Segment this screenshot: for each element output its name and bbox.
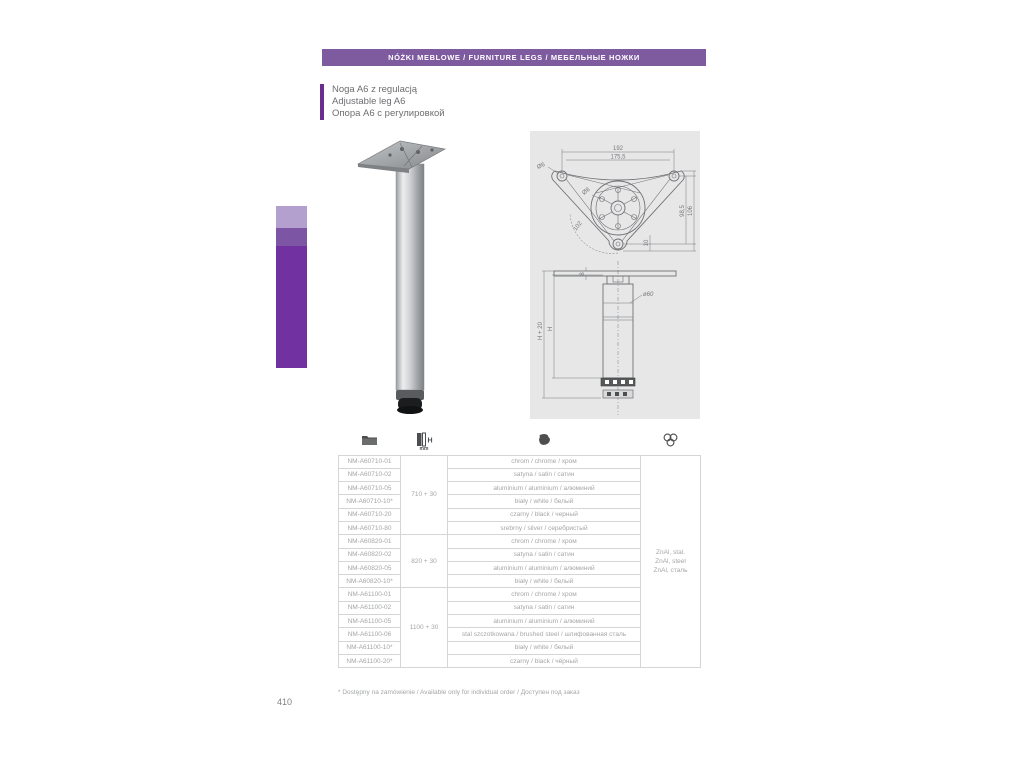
color-cell: srebrny / silver / серебристый <box>448 521 641 534</box>
side-rect-dark <box>276 246 307 368</box>
color-cell: czarny / black / черный <box>448 508 641 521</box>
table-header-row <box>339 430 701 455</box>
code-cell: NM-A60710-80 <box>339 521 401 534</box>
height-icon <box>414 432 434 447</box>
code-cell: NM-A61100-02 <box>339 601 401 614</box>
height-cell: 1100 + 30 <box>401 588 448 668</box>
material-cell <box>641 455 701 668</box>
height-unit-label: mm <box>419 446 429 453</box>
spec-table-wrap <box>338 430 700 668</box>
paint-icon <box>537 433 551 446</box>
color-cell: chrom / chrome / хром <box>448 535 641 548</box>
code-cell: NM-A60820-01 <box>339 535 401 548</box>
code-cell: NM-A60820-05 <box>339 561 401 574</box>
product-title-ru: Опора А6 с регулировкой <box>332 108 445 119</box>
code-cell: NM-A60710-02 <box>339 468 401 481</box>
color-cell: biały / white / белый <box>448 641 641 654</box>
code-cell: NM-A61100-20* <box>339 654 401 667</box>
color-cell: aluminium / aluminium / алюминий <box>448 615 641 628</box>
material-icon <box>662 433 679 447</box>
height-cell: 710 + 30 <box>401 455 448 535</box>
technical-drawing <box>530 131 700 419</box>
product-title-pl: Noga A6 z regulacją <box>332 84 418 95</box>
code-cell: NM-A61100-10* <box>339 641 401 654</box>
title-accent-bar <box>320 84 324 120</box>
material-pl: ZnAl, stal. <box>656 548 685 556</box>
dim-192: 192 <box>612 146 624 152</box>
spec-table <box>338 430 701 668</box>
svg-text:H: H <box>427 437 433 445</box>
dim-h: H <box>548 326 554 332</box>
dim-10: 10 <box>644 239 650 247</box>
leg-photo-graphic <box>352 136 452 421</box>
code-cell: NM-A60820-02 <box>339 548 401 561</box>
product-title-block <box>320 84 445 120</box>
material-ru: ZnAl, сталь <box>653 566 688 574</box>
code-cell: NM-A61100-01 <box>339 588 401 601</box>
code-cell: NM-A60820-10* <box>339 575 401 588</box>
color-cell: satyna / satin / сатин <box>448 601 641 614</box>
height-column-header <box>401 430 448 455</box>
dim-106: 106 <box>688 205 694 217</box>
color-cell: chrom / chrome / хром <box>448 588 641 601</box>
code-cell: NM-A61100-06 <box>339 628 401 641</box>
folder-icon <box>361 434 378 446</box>
color-cell: satyna / satin / сатин <box>448 548 641 561</box>
table-footnote: * Dostępny na zamówienie / Available only for individual order / Доступен под заказ <box>338 689 580 696</box>
code-cell: NM-A61100-05 <box>339 615 401 628</box>
side-rect-mid <box>276 228 307 246</box>
color-cell: aluminium / aluminium / алюминий <box>448 482 641 495</box>
code-cell: NM-A60710-20 <box>339 508 401 521</box>
material-column-header <box>641 430 701 455</box>
color-cell: stal szczotkowana / brushed steel / шлифованная сталь <box>448 628 641 641</box>
dim-175-5: 175,5 <box>610 154 626 161</box>
color-cell: czarny / black / чёрный <box>448 654 641 667</box>
dim-arc: 102 <box>572 220 584 233</box>
side-rect-light <box>276 206 307 228</box>
product-photo <box>352 136 452 421</box>
code-cell: NM-A60710-10* <box>339 495 401 508</box>
code-column-header <box>339 430 401 455</box>
material-en: ZnAl, steel <box>655 557 686 565</box>
code-cell: NM-A60710-05 <box>339 482 401 495</box>
color-cell: biały / white / белый <box>448 495 641 508</box>
color-column-header <box>448 430 641 455</box>
page-number: 410 <box>277 697 293 707</box>
product-title-en: Adjustable leg A6 <box>332 96 406 107</box>
dim-98-5: 98,5 <box>680 205 686 217</box>
dim-hole-d6: Ø6 <box>536 161 547 171</box>
dim-h-plus: H + 20 <box>538 322 544 340</box>
dim-hole-d8: Ø8 <box>581 186 592 197</box>
dim-d60: ø60 <box>643 292 654 298</box>
color-cell: satyna / satin / сатин <box>448 468 641 481</box>
color-cell: biały / white / белый <box>448 575 641 588</box>
table-row <box>339 455 701 468</box>
technical-drawing-panel <box>530 131 700 419</box>
code-cell: NM-A60710-01 <box>339 455 401 468</box>
dim-plate-8: 8 <box>580 272 586 276</box>
height-cell: 820 + 30 <box>401 535 448 588</box>
color-cell: aluminium / aluminium / алюминий <box>448 561 641 574</box>
section-header-bar: NÓŻKI MEBLOWE / FURNITURE LEGS / МЕБЕЛЬНЫЕ НОЖКИ <box>322 49 706 66</box>
color-cell: chrom / chrome / хром <box>448 455 641 468</box>
